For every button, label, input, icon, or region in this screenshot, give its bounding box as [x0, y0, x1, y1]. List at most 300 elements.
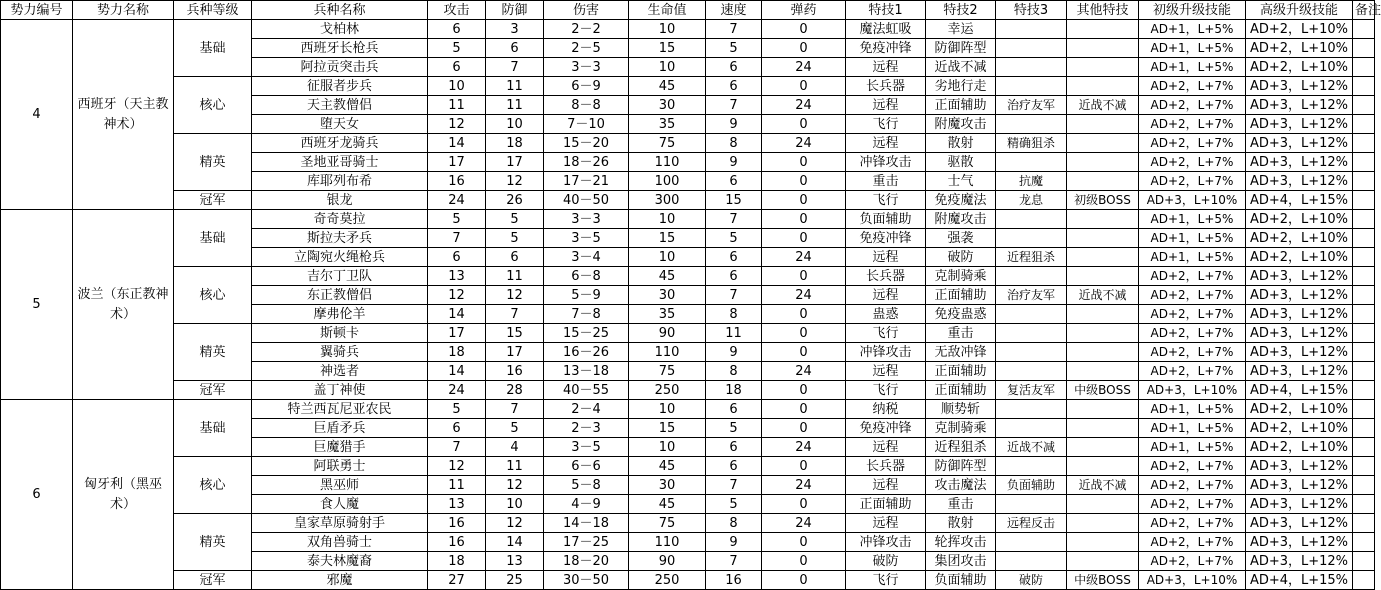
- table-cell: 26: [486, 191, 544, 210]
- table-row: [1, 20, 1375, 39]
- table-cell: 18－20: [544, 552, 629, 571]
- table-cell: 0: [762, 400, 846, 419]
- table-cell: [1353, 419, 1375, 438]
- table-cell: 7: [706, 476, 762, 495]
- table-cell: 破防: [996, 571, 1067, 590]
- table-cell: 5: [486, 419, 544, 438]
- table-cell: 正面辅助: [926, 381, 996, 400]
- table-cell: 中级BOSS: [1067, 571, 1139, 590]
- table-cell: 负面辅助: [996, 476, 1067, 495]
- table-cell: [1353, 267, 1375, 286]
- table-cell: [996, 267, 1067, 286]
- table-cell: 0: [762, 571, 846, 590]
- table-cell: 17: [428, 153, 486, 172]
- table-cell: 破防: [926, 248, 996, 267]
- table-cell: 散射: [926, 514, 996, 533]
- table-cell: 13－18: [544, 362, 629, 381]
- table-cell: 抗魔: [996, 172, 1067, 191]
- table-cell: AD+2，L+7%: [1139, 267, 1246, 286]
- table-cell: 15－25: [544, 324, 629, 343]
- unit-name: 食人魔: [252, 495, 428, 514]
- header-row: [1, 1, 1375, 20]
- table-cell: 顺势斩: [926, 400, 996, 419]
- table-cell: [1067, 77, 1139, 96]
- table-cell: 250: [629, 381, 706, 400]
- table-cell: AD+2，L+10%: [1246, 20, 1353, 39]
- table-cell: 负面辅助: [926, 571, 996, 590]
- table-cell: 正面辅助: [926, 362, 996, 381]
- table-cell: 3－5: [544, 438, 629, 457]
- table-cell: 免疫魔法: [926, 191, 996, 210]
- table-cell: 7: [706, 286, 762, 305]
- table-cell: AD+1，L+5%: [1139, 58, 1246, 77]
- table-cell: [1353, 552, 1375, 571]
- unit-tier: 冠军: [174, 191, 252, 210]
- table-cell: 免疫冲锋: [846, 229, 926, 248]
- table-cell: 30: [629, 96, 706, 115]
- unit-name: 双角兽骑士: [252, 533, 428, 552]
- table-cell: AD+2，L+7%: [1139, 552, 1246, 571]
- table-cell: 魔法虹吸: [846, 20, 926, 39]
- table-cell: 攻击魔法: [926, 476, 996, 495]
- table-cell: 11: [428, 476, 486, 495]
- table-cell: 40－55: [544, 381, 629, 400]
- table-cell: 冲锋攻击: [846, 343, 926, 362]
- table-cell: 10: [629, 210, 706, 229]
- table-cell: [1067, 210, 1139, 229]
- table-cell: 近战不减: [1067, 96, 1139, 115]
- table-cell: 0: [762, 191, 846, 210]
- table-cell: [1067, 115, 1139, 134]
- table-cell: 14: [486, 533, 544, 552]
- table-cell: 0: [762, 153, 846, 172]
- table-cell: 5: [706, 39, 762, 58]
- table-cell: AD+2，L+7%: [1139, 115, 1246, 134]
- table-cell: 0: [762, 172, 846, 191]
- table-cell: 0: [762, 552, 846, 571]
- table-cell: 17: [486, 153, 544, 172]
- table-cell: 士气: [926, 172, 996, 191]
- table-cell: 25: [486, 571, 544, 590]
- table-cell: [1353, 533, 1375, 552]
- table-cell: 长兵器: [846, 457, 926, 476]
- column-header: 特技2: [926, 1, 996, 20]
- table-cell: 11: [486, 267, 544, 286]
- unit-tier: 精英: [174, 514, 252, 571]
- table-cell: 18: [706, 381, 762, 400]
- table-cell: [1353, 191, 1375, 210]
- table-cell: AD+3，L+12%: [1246, 134, 1353, 153]
- table-cell: 16: [428, 172, 486, 191]
- table-cell: 5－8: [544, 476, 629, 495]
- column-header: 其他特技: [1067, 1, 1139, 20]
- table-cell: 24: [762, 514, 846, 533]
- table-cell: AD+2，L+7%: [1139, 153, 1246, 172]
- table-cell: 7: [428, 438, 486, 457]
- table-cell: AD+2，L+7%: [1139, 172, 1246, 191]
- table-cell: 24: [762, 58, 846, 77]
- table-cell: 5: [706, 495, 762, 514]
- table-cell: 正面辅助: [926, 96, 996, 115]
- table-cell: 10: [486, 495, 544, 514]
- table-cell: 8: [706, 514, 762, 533]
- unit-name: 立陶宛火绳枪兵: [252, 248, 428, 267]
- table-cell: AD+2，L+10%: [1246, 438, 1353, 457]
- table-cell: 11: [706, 324, 762, 343]
- table-cell: 24: [762, 476, 846, 495]
- table-cell: 6: [706, 58, 762, 77]
- table-cell: 0: [762, 495, 846, 514]
- unit-tier: 精英: [174, 324, 252, 381]
- table-cell: 16: [428, 533, 486, 552]
- table-cell: 复活友军: [996, 381, 1067, 400]
- table-cell: 6: [706, 457, 762, 476]
- table-cell: [1067, 134, 1139, 153]
- table-cell: 45: [629, 495, 706, 514]
- table-cell: AD+1，L+5%: [1139, 210, 1246, 229]
- table-cell: 10: [629, 58, 706, 77]
- table-cell: 24: [762, 96, 846, 115]
- table-cell: 5: [428, 210, 486, 229]
- table-cell: 7: [486, 400, 544, 419]
- table-cell: [1067, 172, 1139, 191]
- table-cell: 110: [629, 343, 706, 362]
- table-cell: AD+2，L+7%: [1139, 457, 1246, 476]
- table-cell: [996, 58, 1067, 77]
- table-cell: 12: [486, 286, 544, 305]
- table-cell: 8: [706, 362, 762, 381]
- table-cell: 11: [486, 96, 544, 115]
- table-cell: 6: [428, 419, 486, 438]
- table-cell: 16: [486, 362, 544, 381]
- table-cell: AD+2，L+10%: [1246, 58, 1353, 77]
- table-cell: 破防: [846, 552, 926, 571]
- table-cell: 远程: [846, 476, 926, 495]
- table-cell: AD+1，L+5%: [1139, 20, 1246, 39]
- table-cell: 0: [762, 115, 846, 134]
- table-cell: 初级BOSS: [1067, 191, 1139, 210]
- table-cell: AD+4，L+15%: [1246, 381, 1353, 400]
- table-cell: 15: [629, 229, 706, 248]
- table-cell: [1353, 495, 1375, 514]
- table-cell: 45: [629, 457, 706, 476]
- table-cell: [996, 343, 1067, 362]
- unit-name: 戈柏林: [252, 20, 428, 39]
- table-cell: 克制骑乘: [926, 267, 996, 286]
- table-cell: [1067, 153, 1139, 172]
- table-cell: 16: [428, 514, 486, 533]
- table-cell: AD+2，L+10%: [1246, 39, 1353, 58]
- table-cell: 6: [428, 58, 486, 77]
- table-cell: [1353, 514, 1375, 533]
- column-header: 伤害: [544, 1, 629, 20]
- table-cell: 8－8: [544, 96, 629, 115]
- table-cell: 12: [486, 172, 544, 191]
- table-cell: [1067, 438, 1139, 457]
- table-cell: AD+2，L+7%: [1139, 96, 1246, 115]
- unit-name: 奇奇莫拉: [252, 210, 428, 229]
- table-cell: 7: [706, 210, 762, 229]
- table-cell: 90: [629, 324, 706, 343]
- unit-tier: 核心: [174, 457, 252, 514]
- table-cell: 2－3: [544, 419, 629, 438]
- table-cell: 9: [706, 343, 762, 362]
- table-cell: 纳税: [846, 400, 926, 419]
- table-cell: 免疫冲锋: [846, 419, 926, 438]
- table-cell: 4: [486, 438, 544, 457]
- table-cell: 18: [428, 343, 486, 362]
- table-cell: 300: [629, 191, 706, 210]
- table-cell: 7－10: [544, 115, 629, 134]
- column-header: 兵种等级: [174, 1, 252, 20]
- table-cell: AD+3，L+12%: [1246, 457, 1353, 476]
- unit-name: 巨盾矛兵: [252, 419, 428, 438]
- table-cell: AD+3，L+12%: [1246, 267, 1353, 286]
- table-cell: 冲锋攻击: [846, 533, 926, 552]
- table-cell: 75: [629, 514, 706, 533]
- table-cell: 4－9: [544, 495, 629, 514]
- table-cell: 17: [428, 324, 486, 343]
- table-cell: [1353, 438, 1375, 457]
- column-header: 弹药: [762, 1, 846, 20]
- table-cell: 6: [428, 248, 486, 267]
- table-cell: 15: [486, 324, 544, 343]
- unit-name: 斯拉夫矛兵: [252, 229, 428, 248]
- table-cell: 0: [762, 77, 846, 96]
- faction-name: 波兰（东正教神术）: [73, 210, 174, 400]
- table-cell: 龙息: [996, 191, 1067, 210]
- table-cell: 6: [706, 248, 762, 267]
- table-row: [1, 77, 1375, 96]
- unit-name: 阿联勇士: [252, 457, 428, 476]
- table-cell: [996, 77, 1067, 96]
- table-cell: 6: [486, 248, 544, 267]
- table-cell: 6: [486, 39, 544, 58]
- table-cell: 24: [762, 438, 846, 457]
- table-cell: 0: [762, 210, 846, 229]
- table-cell: 0: [762, 381, 846, 400]
- table-cell: AD+2，L+7%: [1139, 495, 1246, 514]
- table-cell: [1067, 495, 1139, 514]
- table-row: [1, 381, 1375, 400]
- table-cell: 克制骑乘: [926, 419, 996, 438]
- table-cell: 轮挥攻击: [926, 533, 996, 552]
- unit-name: 圣地亚哥骑士: [252, 153, 428, 172]
- table-cell: AD+3，L+12%: [1246, 362, 1353, 381]
- table-cell: AD+2，L+7%: [1139, 514, 1246, 533]
- table-cell: AD+3，L+12%: [1246, 77, 1353, 96]
- table-cell: AD+1，L+5%: [1139, 400, 1246, 419]
- table-cell: [996, 400, 1067, 419]
- table-cell: 11: [486, 77, 544, 96]
- table-cell: [996, 324, 1067, 343]
- table-cell: 13: [428, 495, 486, 514]
- table-cell: 重击: [926, 324, 996, 343]
- table-cell: [1353, 343, 1375, 362]
- table-cell: 飞行: [846, 381, 926, 400]
- unit-name: 天主教僧侣: [252, 96, 428, 115]
- unit-tier: 冠军: [174, 571, 252, 590]
- table-cell: 治疗友军: [996, 286, 1067, 305]
- table-cell: 重击: [846, 172, 926, 191]
- unit-name: 斯顿卡: [252, 324, 428, 343]
- table-cell: AD+3，L+10%: [1139, 381, 1246, 400]
- table-cell: 中级BOSS: [1067, 381, 1139, 400]
- table-cell: 飞行: [846, 324, 926, 343]
- unit-name: 西班牙长枪兵: [252, 39, 428, 58]
- table-row: [1, 324, 1375, 343]
- table-cell: 重击: [926, 495, 996, 514]
- table-cell: 45: [629, 77, 706, 96]
- table-cell: 24: [762, 248, 846, 267]
- table-cell: 6: [428, 20, 486, 39]
- table-cell: 0: [762, 457, 846, 476]
- table-cell: [996, 20, 1067, 39]
- table-cell: 劣地行走: [926, 77, 996, 96]
- table-cell: AD+2，L+10%: [1246, 400, 1353, 419]
- table-cell: 10: [629, 20, 706, 39]
- table-cell: 10: [629, 248, 706, 267]
- table-cell: 12: [486, 476, 544, 495]
- unit-name: 邪魔: [252, 571, 428, 590]
- unit-tier: 精英: [174, 134, 252, 191]
- table-cell: 7: [706, 20, 762, 39]
- table-cell: 12: [486, 514, 544, 533]
- table-cell: 28: [486, 381, 544, 400]
- table-cell: 15: [706, 191, 762, 210]
- table-cell: [996, 552, 1067, 571]
- table-cell: 75: [629, 134, 706, 153]
- table-cell: [1067, 419, 1139, 438]
- unit-name: 神选者: [252, 362, 428, 381]
- table-cell: 110: [629, 153, 706, 172]
- table-cell: 5－9: [544, 286, 629, 305]
- table-cell: AD+3，L+10%: [1139, 571, 1246, 590]
- table-cell: 0: [762, 324, 846, 343]
- column-header: 攻击: [428, 1, 486, 20]
- table-cell: [1067, 20, 1139, 39]
- table-cell: 30－50: [544, 571, 629, 590]
- table-cell: [1067, 248, 1139, 267]
- table-cell: 7: [486, 305, 544, 324]
- table-cell: [996, 457, 1067, 476]
- table-cell: 免疫蛊惑: [926, 305, 996, 324]
- table-cell: 6: [706, 400, 762, 419]
- table-cell: 0: [762, 20, 846, 39]
- table-cell: 24: [428, 381, 486, 400]
- table-cell: 12: [428, 286, 486, 305]
- column-header: 势力编号: [1, 1, 73, 20]
- table-cell: AD+2，L+7%: [1139, 533, 1246, 552]
- table-cell: 18: [486, 134, 544, 153]
- table-row: [1, 134, 1375, 153]
- table-cell: 7: [706, 96, 762, 115]
- table-cell: 6: [706, 267, 762, 286]
- table-cell: 14: [428, 305, 486, 324]
- table-cell: 14: [428, 362, 486, 381]
- table-cell: [1353, 77, 1375, 96]
- table-cell: [1067, 533, 1139, 552]
- table-cell: 27: [428, 571, 486, 590]
- table-cell: 飞行: [846, 115, 926, 134]
- table-row: [1, 571, 1375, 590]
- column-header: 备注: [1353, 1, 1375, 20]
- table-cell: [1353, 286, 1375, 305]
- table-cell: 长兵器: [846, 77, 926, 96]
- table-cell: AD+3，L+12%: [1246, 324, 1353, 343]
- column-header: 生命值: [629, 1, 706, 20]
- table-cell: 远程: [846, 96, 926, 115]
- table-cell: 7: [706, 552, 762, 571]
- table-cell: [996, 39, 1067, 58]
- column-header: 高级升级技能: [1246, 1, 1353, 20]
- table-cell: 驱散: [926, 153, 996, 172]
- table-cell: 6: [706, 438, 762, 457]
- table-cell: 近战不减: [996, 438, 1067, 457]
- table-cell: 24: [762, 362, 846, 381]
- table-cell: 附魔攻击: [926, 210, 996, 229]
- table-cell: 8: [706, 305, 762, 324]
- table-cell: 精确狙杀: [996, 134, 1067, 153]
- table-cell: AD+2，L+10%: [1246, 248, 1353, 267]
- table-cell: 免疫冲锋: [846, 39, 926, 58]
- table-cell: [1353, 153, 1375, 172]
- table-cell: 100: [629, 172, 706, 191]
- table-cell: 6: [706, 77, 762, 96]
- table-cell: 治疗友军: [996, 96, 1067, 115]
- unit-tier: 基础: [174, 210, 252, 267]
- unit-name: 黑巫师: [252, 476, 428, 495]
- unit-name: 堕天女: [252, 115, 428, 134]
- table-cell: 散射: [926, 134, 996, 153]
- table-cell: [1353, 134, 1375, 153]
- table-cell: AD+3，L+12%: [1246, 495, 1353, 514]
- table-cell: 0: [762, 39, 846, 58]
- table-cell: AD+3，L+12%: [1246, 115, 1353, 134]
- table-cell: 12: [428, 115, 486, 134]
- table-cell: 16: [706, 571, 762, 590]
- table-cell: AD+3，L+12%: [1246, 552, 1353, 571]
- table-cell: 0: [762, 419, 846, 438]
- table-cell: [1067, 343, 1139, 362]
- table-cell: [1067, 324, 1139, 343]
- unit-name: 征服者步兵: [252, 77, 428, 96]
- table-cell: 0: [762, 343, 846, 362]
- table-cell: 0: [762, 229, 846, 248]
- table-cell: 9: [706, 533, 762, 552]
- table-cell: 40－50: [544, 191, 629, 210]
- unit-tier: 冠军: [174, 381, 252, 400]
- column-header: 防御: [486, 1, 544, 20]
- table-cell: [996, 495, 1067, 514]
- table-cell: 0: [762, 305, 846, 324]
- table-cell: 远程: [846, 134, 926, 153]
- table-cell: AD+4，L+15%: [1246, 191, 1353, 210]
- table-cell: [996, 153, 1067, 172]
- unit-tier: 基础: [174, 400, 252, 457]
- table-cell: 8: [706, 134, 762, 153]
- unit-tier: 核心: [174, 77, 252, 134]
- table-cell: [1353, 571, 1375, 590]
- table-cell: [1353, 248, 1375, 267]
- table-cell: [1067, 229, 1139, 248]
- table-cell: 2－5: [544, 39, 629, 58]
- table-cell: [1353, 20, 1375, 39]
- column-header: 特技3: [996, 1, 1067, 20]
- table-cell: AD+2，L+10%: [1246, 210, 1353, 229]
- table-cell: [1353, 305, 1375, 324]
- table-cell: [1353, 229, 1375, 248]
